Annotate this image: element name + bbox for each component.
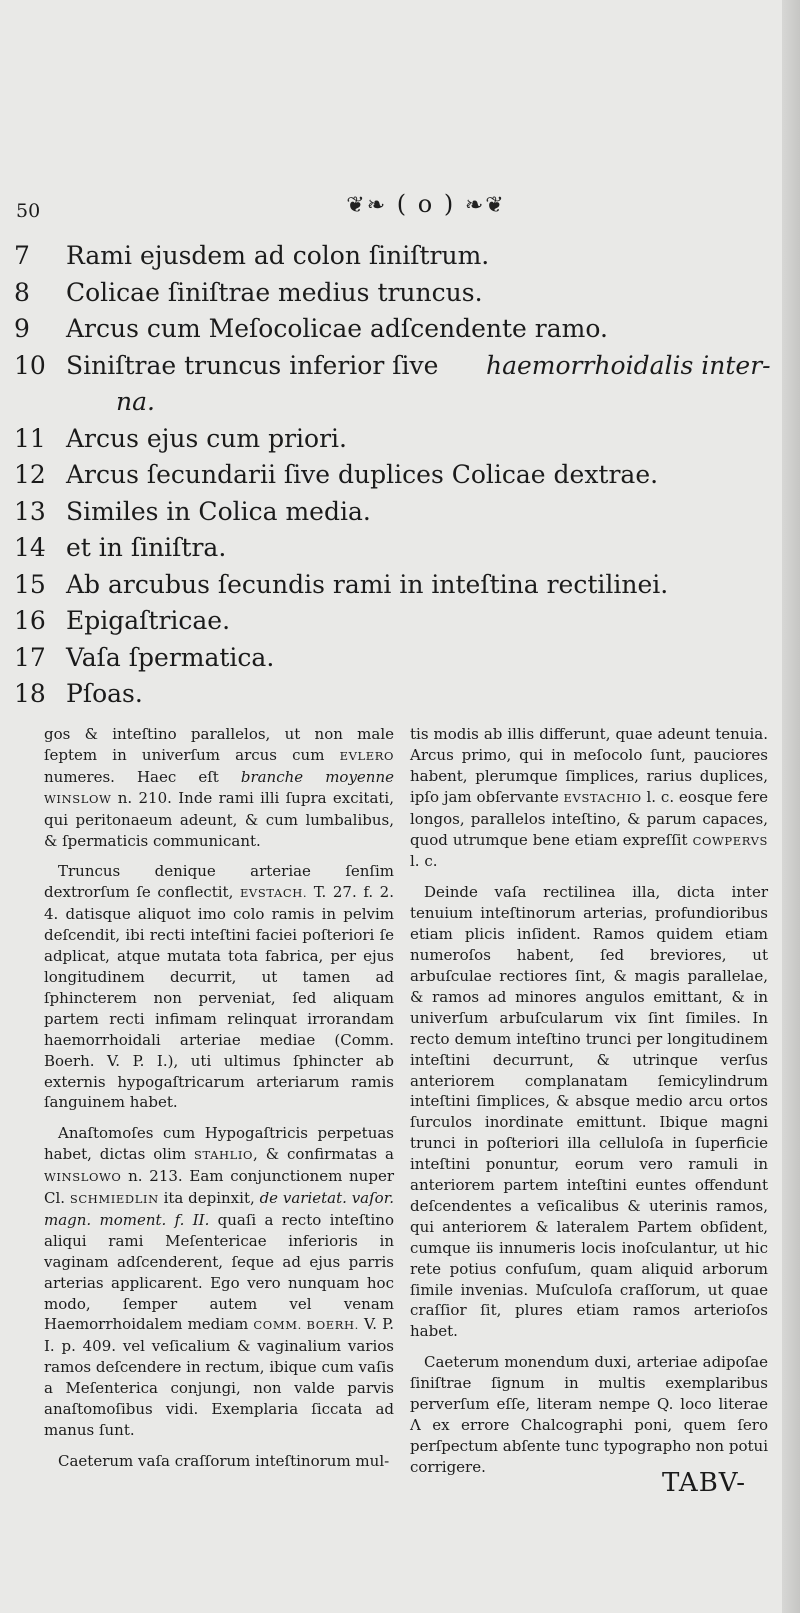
legend-text: Similes in Colica media. [66,496,371,526]
legend-item [14,530,774,567]
legend-number: 9 [14,314,30,343]
small-caps-name: EVSTACH. [239,886,308,901]
legend-item [14,238,774,275]
text-column-right [410,724,768,1478]
text-run: n. 213. Eam conjunctionem nuper Cl. [44,1167,394,1208]
text-run: quaſi a recto inteſtino aliqui rami Meſentericae inferioris in vaginam adſcenderent, ſeque ad ejus parris arterias applicarent. Ego vero nunquam hoc modo, ſemper autem vel venam Haemorrhoidalem mediam [44,1210,395,1334]
legend-number: 18 [14,679,46,708]
legend-item [14,676,774,713]
small-caps-name: EVLERO [339,748,394,763]
legend-text: Rami ejusdem ad colon ſiniſtrum. [66,241,490,270]
legend-number: 14 [14,533,46,562]
page-number: 50 [16,200,41,222]
legend-item [14,348,774,385]
legend-text: et in ſiniſtra. [66,533,227,562]
legend-number: 11 [14,423,46,453]
text-column-left [44,724,394,1472]
legend-text: Vaſa ſpermatica. [66,642,275,672]
paragraph [44,1123,394,1441]
text-run: Truncus denique arteriae ſenſim dextrorſum ſe conflectit, [44,862,394,902]
legend-number: 16 [14,606,46,635]
legend-italic-text: na. [116,387,155,416]
small-caps-name: WINSLOWO [44,1170,122,1185]
text-run: gos & inteſtino parallelos, ut non male ſeptem in univerſum arcus cum [44,725,394,764]
legend-item [14,640,774,677]
ornament-right-icon: ❧❦ [464,193,506,218]
small-caps-name: STAHLIO [193,1148,254,1163]
legend-item [14,311,774,348]
legend-text: Arcus ejus cum priori. [66,423,347,453]
paragraph [44,861,394,1113]
legend-item [14,421,774,458]
italic-phrase: branche moyenne [240,767,395,786]
legend-number: 12 [14,460,46,489]
legend-text: Pſoas. [66,679,143,708]
paragraph: Caeterum vaſa craſſorum inteſtinorum mul- [58,1451,390,1470]
text-run: l. c. eosque fere longos, parallelos inteſtino, & parum capaces, quod utrumque bene etiam expreſſit [410,787,768,849]
legend-text: Siniſtrae truncus inferior ſive [66,350,439,380]
small-caps-name: COMM. BOERH. [253,1318,359,1333]
legend-number: 7 [14,241,30,270]
paragraph [410,724,768,872]
legend-item [14,567,774,604]
small-caps-name: EVSTACHIO [563,790,642,805]
figure-legend [14,238,774,713]
legend-text: Arcus cum Meſocolicae adſcendente ramo. [66,314,608,343]
catchword: TABV- [662,1468,746,1498]
legend-italic-text: haemorrhoidalis inter- [486,350,771,380]
text-run: tis modis ab illis differunt, quae adeunt tenuia. Arcus primo, qui in meſocolo ſunt, pauciores habent, plerumque ſimplices, rarius duplices, ipſo jam obſervante [410,725,768,806]
legend-item [14,603,774,640]
legend-item [14,275,774,312]
text-run: numeres. Haec eſt [44,767,241,786]
running-head [316,190,536,218]
paragraph: Caeterum monendum duxi, arteriae adipoſae ſiniſtrae ſignum in multis exemplaribus perverſum eſſe, literam nempe Q. loco literae Λ ex errore Chalcographi poni, quem ſero perſpectum abſente tunc typographo non potui corrigere. [410,1353,768,1476]
legend-continuation [14,384,774,421]
paragraph: Deinde vaſa rectilinea illa, dicta inter tenuium inteſtinorum arterias, profundioribus etiam plicis inſident. Ramos quidem etiam numeroſos habent, ſed breviores, ut arbuſculae rectiores ſint, & magis parallelae, & ramos ad minores angulos emittant, & in univerſum arbuſcularum vix ſint ſimiles. In recto demum inteſtino trunci per longitudinem inteſtini decurrunt, & utrinque verſus anteriorem complanatam ſemicylindrum inteſtini ſimplices, & absque medio arcu ortos ſurculos inordinate emittunt. Ibique magni trunci in poſteriori illa celluloſa in ſuperficie inteſtini ponuntur, eorum vero ramuli in anteriorem partem inteſtini euntes offendunt deſcendentes a veſicalibus & uterinis ramos, qui anteriorem & lateralem Partem obſident, cumque iis innumeris locis inoſculantur, ut hic rete potius confuſum, quam aliquid arborum ſimile invenias. Muſculoſa craſſorum, ut quae craſſior ſit, plures etiam ramos arterioſos habet. [410,883,768,1341]
text-run: V. P. I. p. 409. vel veſicalium & vaginalium varios ramos deſcendere in rectum, ibique cum vaſis a Meſenterica conjungi, non valde parvis anaſtomoſibus vidi. Exemplaria ſiccata ad manus ſunt. [44,1315,394,1439]
legend-number: 17 [14,642,46,672]
text-run: , & confirmatas a [253,1145,394,1164]
legend-text: Arcus ſecundarii ſive duplices Colicae dextrae. [66,460,659,489]
paragraph [44,724,394,851]
legend-text: Ab arcubus ſecundis rami in inteſtina rectilinei. [66,569,669,599]
legend-number: 10 [14,350,46,380]
italic-phrase: de varietat. vaſor. magn. moment. f. II. [44,1189,394,1229]
page-header [0,190,800,230]
text-run: ita depinxit, [158,1189,260,1208]
small-caps-name: COWPERVS [692,833,768,848]
small-caps-name: WINSLOW [44,791,112,806]
ornament-left-icon: ❦❧ [346,193,388,218]
legend-item [14,494,774,531]
legend-number: 15 [14,569,46,599]
text-run: l. c. [410,852,438,871]
text-run: Anaſtomoſes cum Hypogaſtricis perpetuas habet, dictas olim [44,1124,394,1164]
legend-text: Colicae ſiniſtrae medius truncus. [66,277,483,307]
running-head-text: ( o ) [396,190,456,218]
legend-item [14,457,774,494]
legend-number: 13 [14,496,46,526]
text-run: n. 210. Inde rami illi ſupra excitati, qui peritonaeum adeunt, & cum lumbalibus, & ſpermaticis communicant. [44,788,394,850]
book-spine-edge [782,0,800,1613]
legend-number: 8 [14,277,30,307]
small-caps-name: SCHMIEDLIN [69,1192,159,1207]
text-run: T. 27. f. 2. 4. datisque aliquot imo colo ramis in pelvim deſcendit, ibi recti inteſtini faciei poſteriori ſe adplicat, atque mutata tota fabrica, per ejus longitudinem decurrit, ut tamen ad ſphincterem non perveniat, ſed aliquam partem recti infimam relinquat irrorandam haemorrhoidali arteriae mediae (Comm. Boerh. V. P. I.), uti ultimus ſphincter ab externis hypogaſtricarum arteriarum ramis ſanguinem habet. [44,883,394,1112]
legend-text: Epigaſtricae. [66,606,231,635]
